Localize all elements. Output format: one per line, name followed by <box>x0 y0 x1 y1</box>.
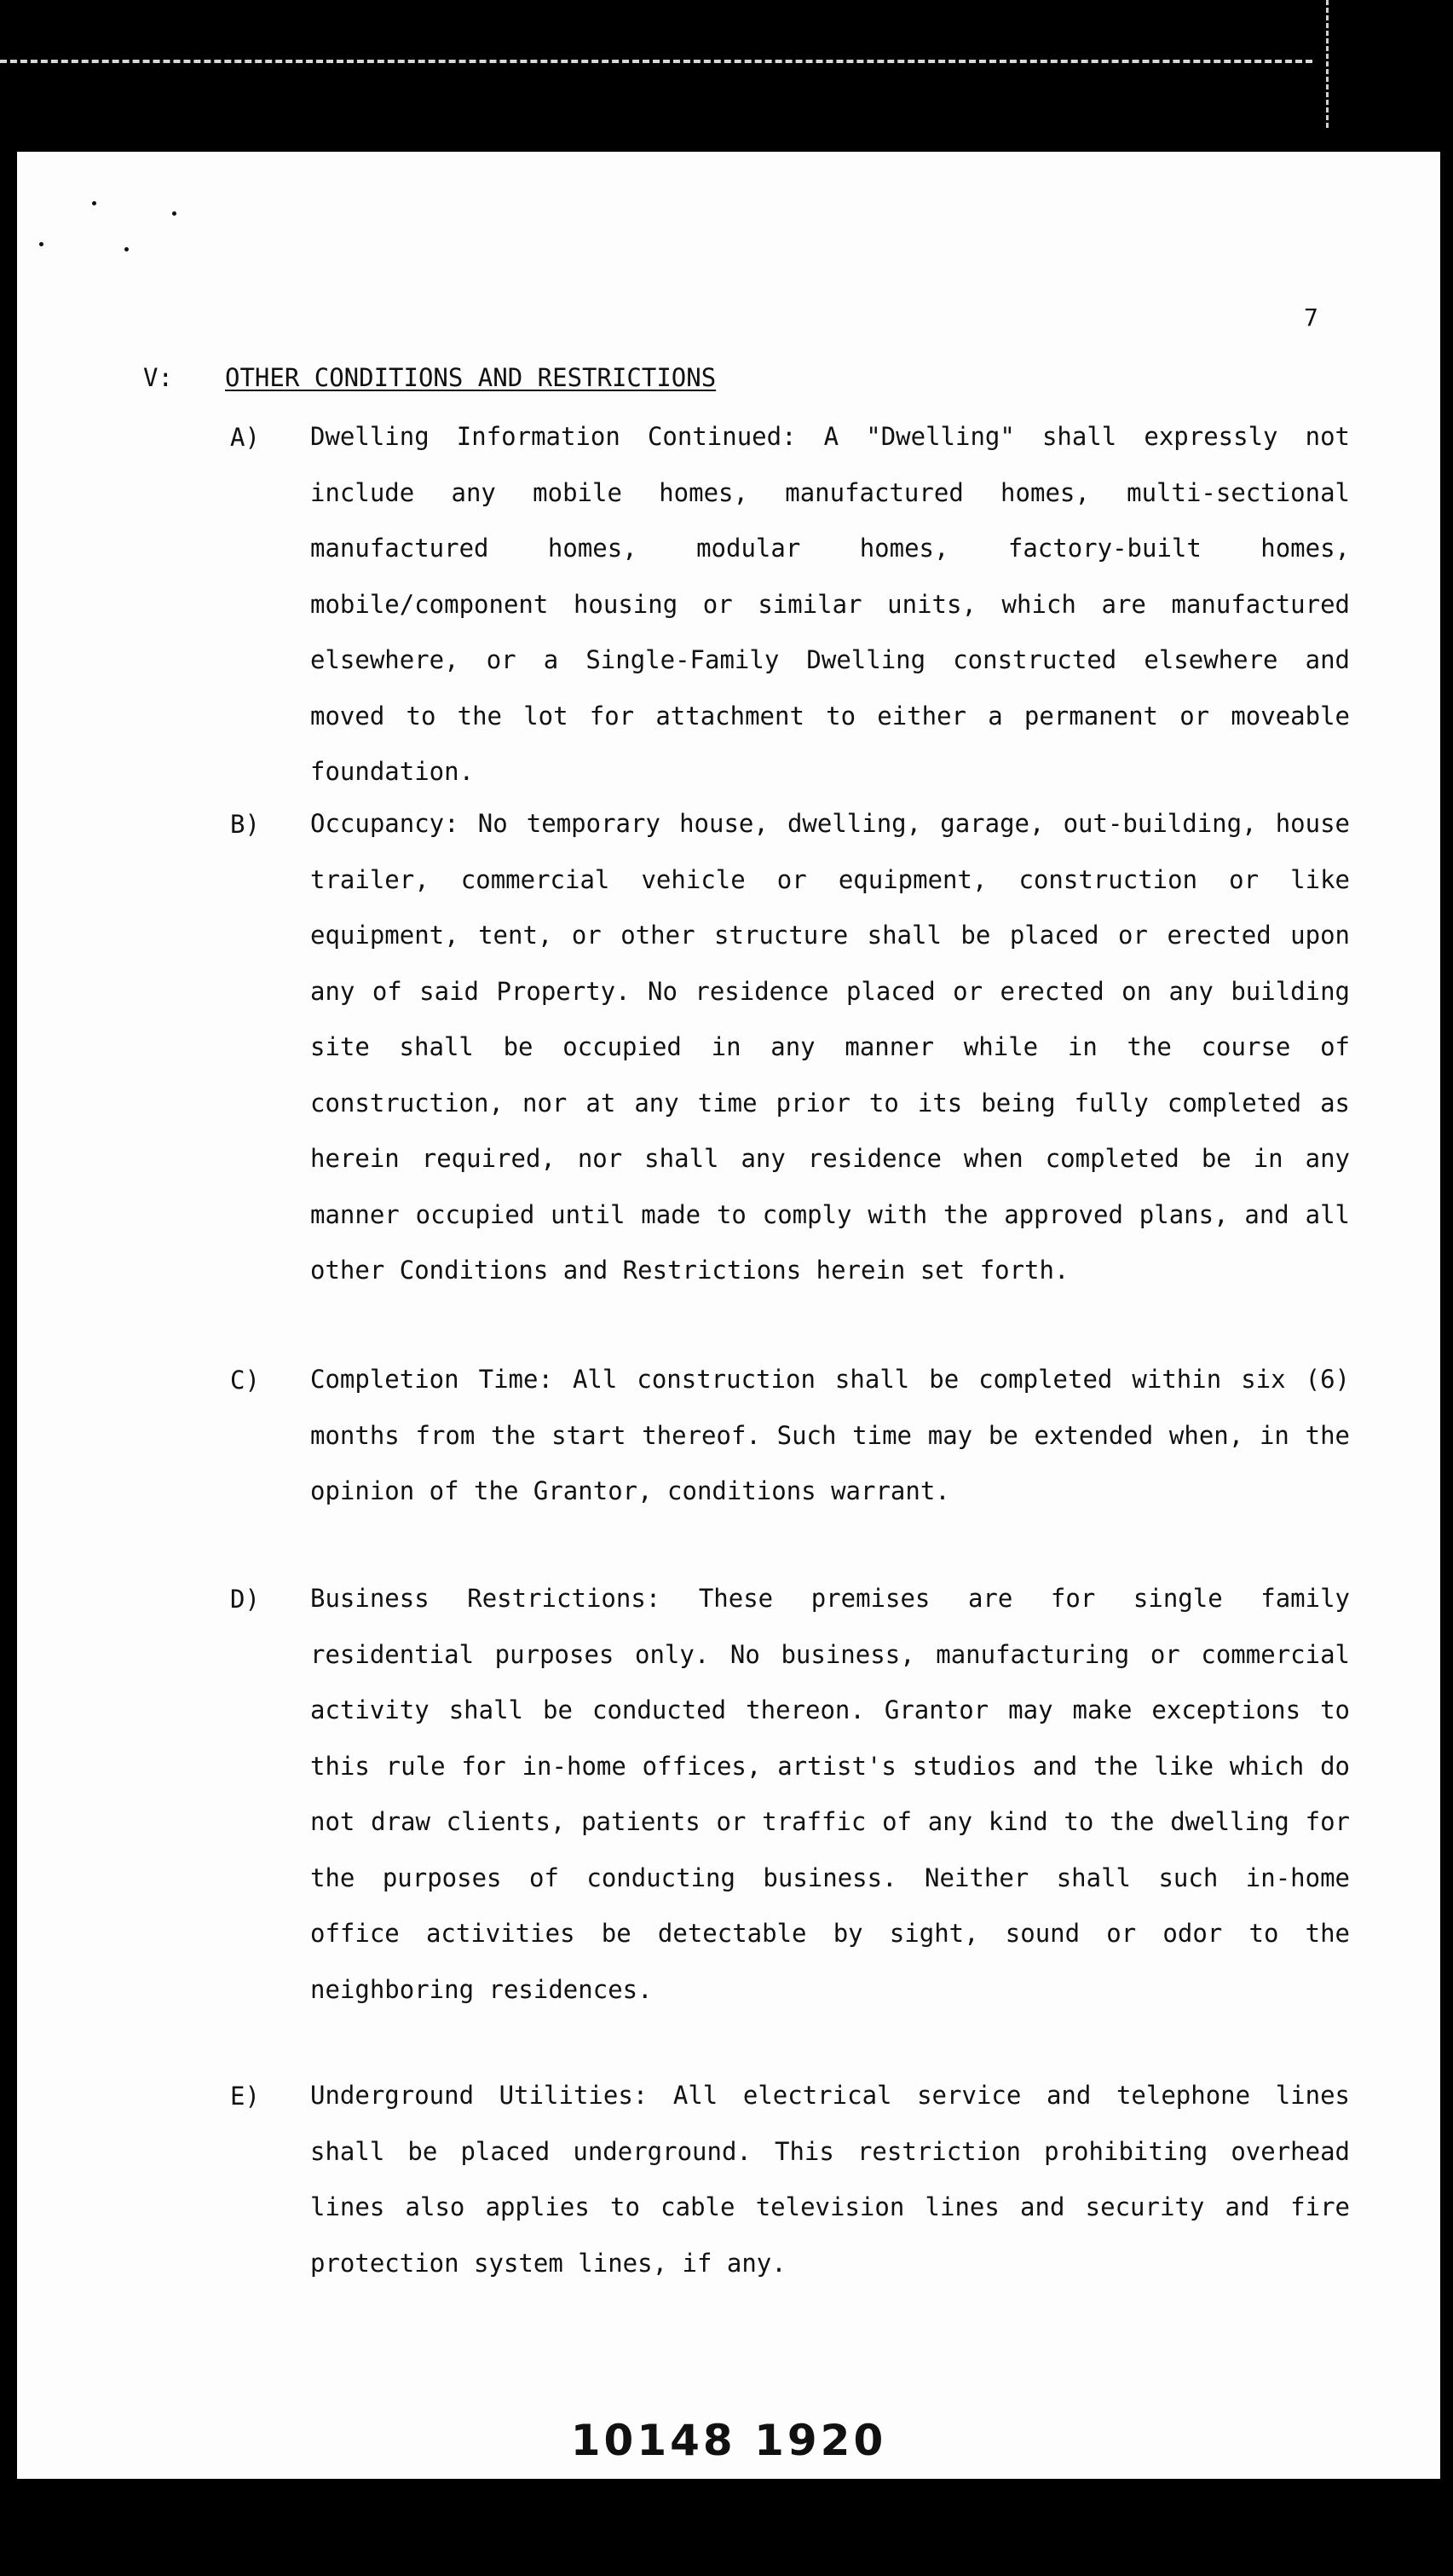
section-number: V: <box>143 363 173 392</box>
page-number: 7 <box>1304 303 1318 332</box>
footer-stamp: 10148 1920 <box>570 2416 887 2465</box>
item-text: Dwelling Information Continued: A "Dwelling" shall expressly not include any mobile homes, manufactured homes, multi-sectional manufactured homes, modular homes, factory-built homes, mobile/component housing or similar units, which are manufactured elsewhere, or a Single-Family Dwelling constructed elsewhere and moved to the lot for attachment to either a permanent or moveable foundation. <box>310 422 1350 786</box>
item-label: B) <box>230 810 260 839</box>
item-text: Business Restrictions: These premises are for single family residential purposes only. No business, manufacturing or commercial activity shall be conducted thereon. Grantor may make exceptions to this rule for in-home offices, artist's studios and the like which do not draw clients, patients or traffic of any kind to the dwelling for the purposes of conducting business. Neither shall such in-home office activities be detectable by sight, sound or odor to the neighboring residences. <box>310 1584 1350 2004</box>
scan-speck <box>172 211 176 216</box>
scan-speck <box>92 201 96 205</box>
item-text: Completion Time: All construction shall be completed within six (6) months from the start thereof. Such time may be extended when, in the opinion of the Grantor, conditions warrant. <box>310 1365 1350 1505</box>
scan-speck <box>39 242 43 246</box>
document-page <box>17 152 1440 2479</box>
scan-artifact-line <box>0 60 1312 63</box>
item-label: C) <box>230 1366 260 1395</box>
item-text: Underground Utilities: All electrical service and telephone lines shall be placed underground. This restriction prohibiting overhead lines also applies to cable television lines and security and fire protection system lines, if any. <box>310 2081 1350 2278</box>
section-title: OTHER CONDITIONS AND RESTRICTIONS <box>225 363 717 392</box>
scan-artifact-vertical <box>1326 0 1329 128</box>
scan-top-border <box>0 0 1453 152</box>
item-label: A) <box>230 423 260 452</box>
item-label: D) <box>230 1585 260 1614</box>
scan-speck <box>124 247 129 251</box>
item-text: Occupancy: No temporary house, dwelling, garage, out-building, house trailer, commercial vehicle or equipment, construction or like equipment, tent, or other structure shall be placed or erected upon any of said Property. No residence placed or erected on any building site shall be occupied in any manner while in the course of construction, nor at any time prior to its being fully completed as herein required, nor shall any residence when completed be in any manner occupied until made to comply with the approved plans, and all other Conditions and Restrictions herein set forth. <box>310 809 1350 1285</box>
item-label: E) <box>230 2082 260 2111</box>
